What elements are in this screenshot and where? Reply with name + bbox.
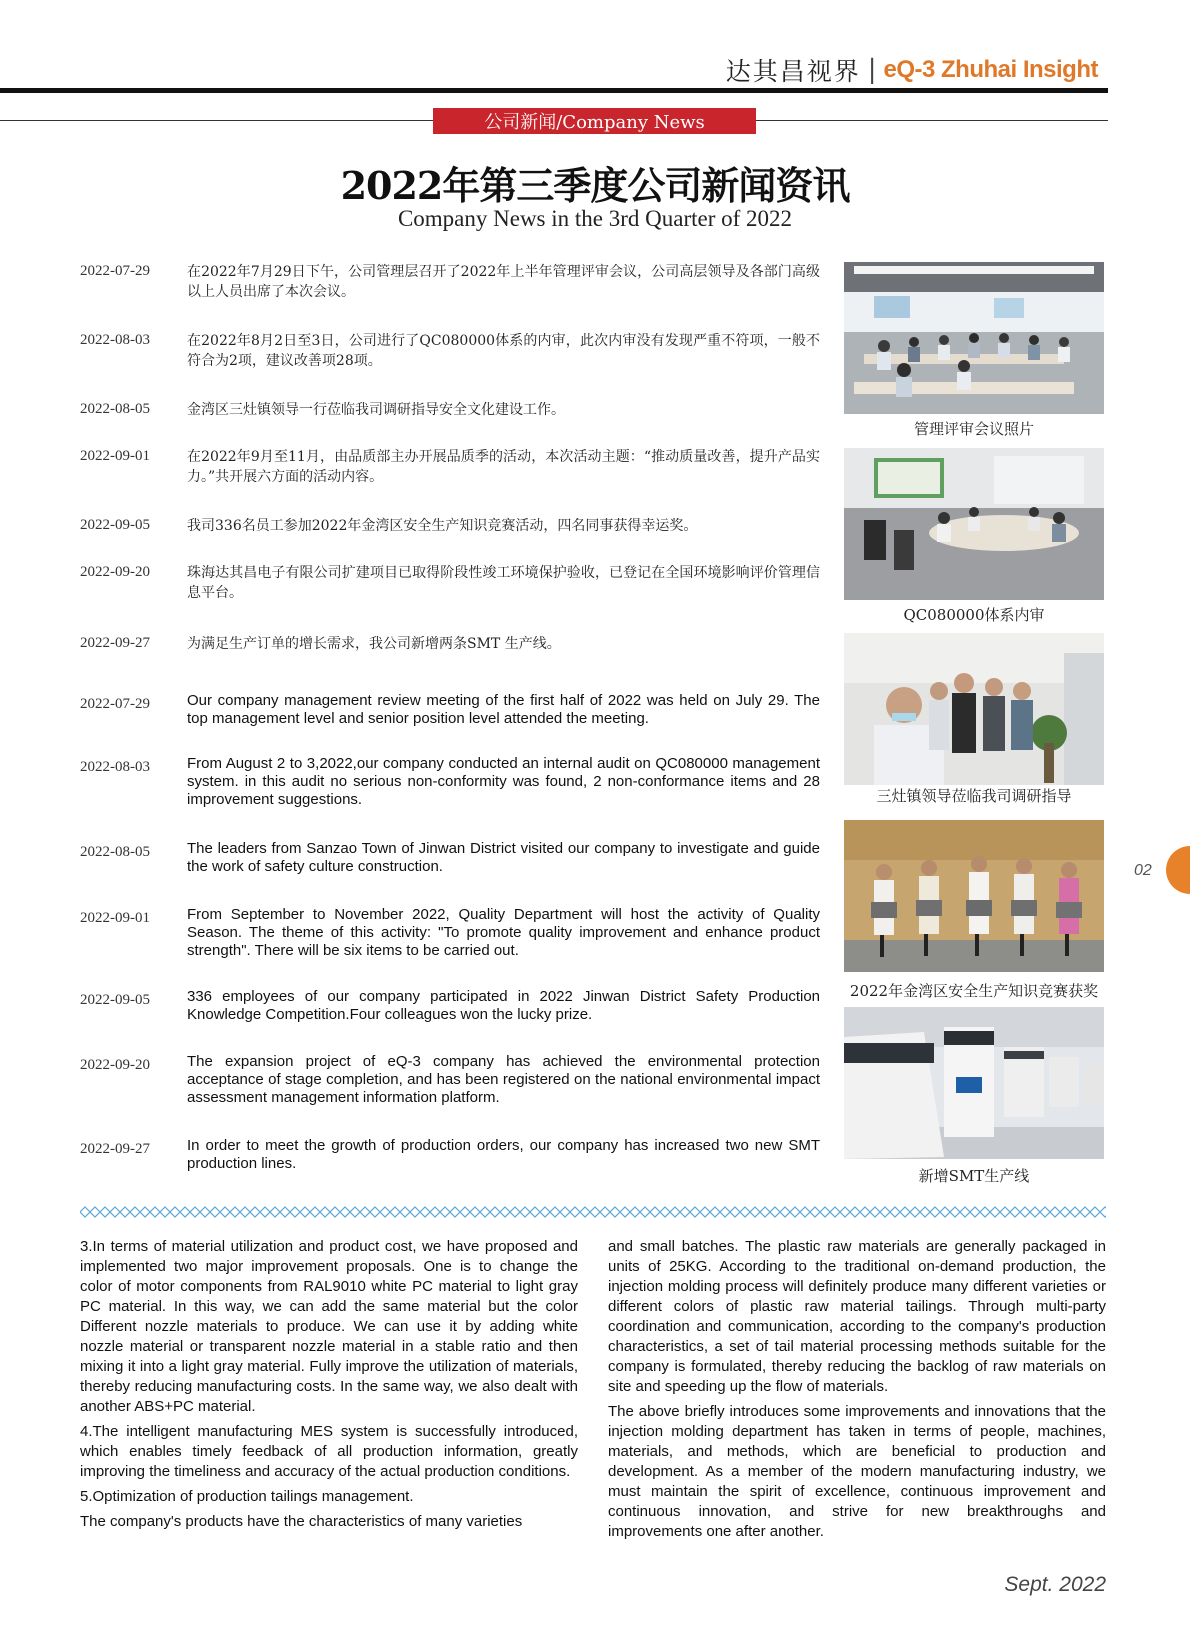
brand-name-cn: 达其昌视界 — [725, 57, 861, 86]
news-date: 2022-09-05 — [80, 992, 150, 1008]
brand-name-en: eQ-3 Zhuhai Insight — [883, 56, 1098, 83]
section-tag: 公司新闻/Company News — [433, 108, 756, 134]
news-text: In order to meet the growth of production orders, our company has increased two new SMT production lines. — [187, 1137, 820, 1172]
news-item-en — [80, 988, 820, 1024]
news-item-cn — [80, 262, 820, 302]
photo-caption: 新增SMT生产线 — [918, 1167, 1030, 1185]
photo-leaders-visit — [844, 633, 1104, 785]
news-date: 2022-09-20 — [80, 1057, 150, 1073]
news-item-cn — [80, 331, 820, 371]
photo-caption: 三灶镇领导莅临我司调研指导 — [876, 787, 1072, 805]
news-item-en — [80, 1137, 820, 1173]
photo-qc-audit — [844, 448, 1104, 600]
news-text: 在2022年9月至11月，由品质部主办开展品质季的活动，本次活动主题：“推动质量改善，提升产品实力。”共开展六方面的活动内容。 — [187, 449, 820, 485]
body-column-left — [80, 1237, 578, 1537]
photo-caption: QC080000体系内审 — [903, 606, 1045, 624]
news-date: 2022-08-03 — [80, 332, 150, 348]
photo-smt-line — [844, 1007, 1104, 1159]
news-item-cn — [80, 400, 820, 420]
news-text: 为满足生产订单的增长需求，我公司新增两条SMT 生产线。 — [187, 636, 561, 652]
news-item-en — [80, 755, 820, 809]
news-text: The expansion project of eQ-3 company has achieved the environmental protection acceptance of stage completion, and has been registered on the national environmental impact assessment management information platform. — [187, 1053, 820, 1106]
body-paragraph: and small batches. The plastic raw materials are generally packaged in units of 25KG. According to the traditional on-demand production, the injection molding process will definitely produce many different varieties or different colors of plastic raw material tailings. Through multi-party coordination and communication, according to the company's production characteristics, a set of tail material processing methods suitable for the company is formulated, thereby reducing the backlog of raw materials on site and speeding up the flow of materials. — [608, 1238, 1106, 1395]
photo-caption: 2022年金湾区安全生产知识竞赛获奖 — [849, 982, 1099, 1000]
news-date: 2022-09-27 — [80, 1141, 150, 1157]
news-text: Our company management review meeting of the first half of 2022 was held on July 29. The top management level and senior position level attended the meeting. — [187, 692, 820, 727]
news-date: 2022-09-01 — [80, 448, 150, 464]
body-column-right — [608, 1237, 1106, 1547]
news-item-en — [80, 840, 820, 876]
news-text: 珠海达其昌电子有限公司扩建项目已取得阶段性竣工环境保护验收，已登记在全国环境影响评价管理信息平台。 — [187, 565, 820, 601]
news-text: From September to November 2022, Quality Department will host the activity of Quality Season. The theme of this activity: "To promote quality improvement and enhance product strength". There will be six items to be carried out. — [187, 906, 820, 959]
brand-separator: | — [867, 55, 877, 85]
news-date: 2022-08-05 — [80, 844, 150, 860]
header-brand — [726, 52, 1098, 88]
news-date: 2022-09-27 — [80, 635, 150, 651]
news-text: From August 2 to 3,2022,our company conducted an internal audit on QC080000 management system. in this audit no serious non-conformity was found, 2 non-conformance items and 28 improvement suggestions. — [187, 755, 820, 808]
news-date: 2022-08-05 — [80, 401, 150, 417]
photo-caption: 管理评审会议照片 — [913, 420, 1034, 438]
body-paragraph: The above briefly introduces some improvements and innovations that the injection molding department has taken in terms of people, machines, materials, and methods, which are beneficial to production and development. As a member of the modern manufacturing industry, we must maintain the spirit of excellence, continuous improvement and continuous innovation, and strive for new breakthroughs and improvements one after another. — [608, 1403, 1106, 1540]
news-text: The leaders from Sanzao Town of Jinwan District visited our company to investigate and guide the work of safety culture construction. — [187, 840, 820, 875]
news-item-en — [80, 692, 820, 728]
body-paragraph: 4.The intelligent manufacturing MES system is successfully introduced, which enables timely feedback of all production information, greatly improving the timeliness and accuracy of the actual production conditions. — [80, 1423, 578, 1480]
news-text: 金湾区三灶镇领导一行莅临我司调研指导安全文化建设工作。 — [187, 402, 565, 418]
page-tab-marker — [1166, 846, 1190, 894]
news-item-cn — [80, 516, 820, 536]
body-paragraph: 5.Optimization of production tailings management. — [80, 1488, 414, 1505]
decorative-divider — [80, 1205, 1106, 1219]
news-item-cn — [80, 447, 820, 487]
issue-date: Sept. 2022 — [1004, 1573, 1106, 1596]
page-title-cn: 2022年第三季度公司新闻资讯 — [340, 163, 850, 208]
news-date: 2022-09-05 — [80, 517, 150, 533]
body-paragraph: The company's products have the characteristics of many varieties — [80, 1513, 523, 1530]
photo-competition-award — [844, 820, 1104, 972]
header-rule-thick — [0, 88, 1108, 93]
news-text: 336 employees of our company participated in 2022 Jinwan District Safety Production Knowledge Competition.Four colleagues won the lucky prize. — [187, 988, 820, 1023]
news-date: 2022-08-03 — [80, 759, 150, 775]
news-item-cn — [80, 563, 820, 603]
page-title-en: Company News in the 3rd Quarter of 2022 — [397, 206, 793, 231]
news-date: 2022-09-20 — [80, 564, 150, 580]
news-date: 2022-07-29 — [80, 263, 150, 279]
news-item-en — [80, 1053, 820, 1107]
page-number: 02 — [1134, 862, 1152, 879]
photo-management-review — [844, 262, 1104, 414]
news-item-cn — [80, 634, 820, 654]
news-date: 2022-09-01 — [80, 910, 150, 926]
news-item-en — [80, 906, 820, 960]
news-text: 在2022年7月29日下午，公司管理层召开了2022年上半年管理评审会议，公司高层领导及各部门高级以上人员出席了本次会议。 — [187, 264, 820, 300]
body-paragraph: 3.In terms of material utilization and product cost, we have proposed and implemented two major improvement proposals. One is to change the color of motor components from RAL9010 white PC material to light gray PC material. In this way, we can add the same material but the color Different nozzle materials to produce. We can use it by adding white nozzle material or transparent nozzle material in a stable ratio and then mixing it into a light gray material. Fully improve the utilization of materials, thereby reducing manufacturing costs. In the same way, we also dealt with another ABS+PC material. — [80, 1238, 578, 1415]
news-text: 我司336名员工参加2022年金湾区安全生产知识竞赛活动，四名同事获得幸运奖。 — [187, 518, 698, 534]
news-date: 2022-07-29 — [80, 696, 150, 712]
news-text: 在2022年8月2日至3日，公司进行了QC080000体系的内审，此次内审没有发现严重不符项，一般不符合为2项，建议改善项28项。 — [187, 333, 820, 369]
